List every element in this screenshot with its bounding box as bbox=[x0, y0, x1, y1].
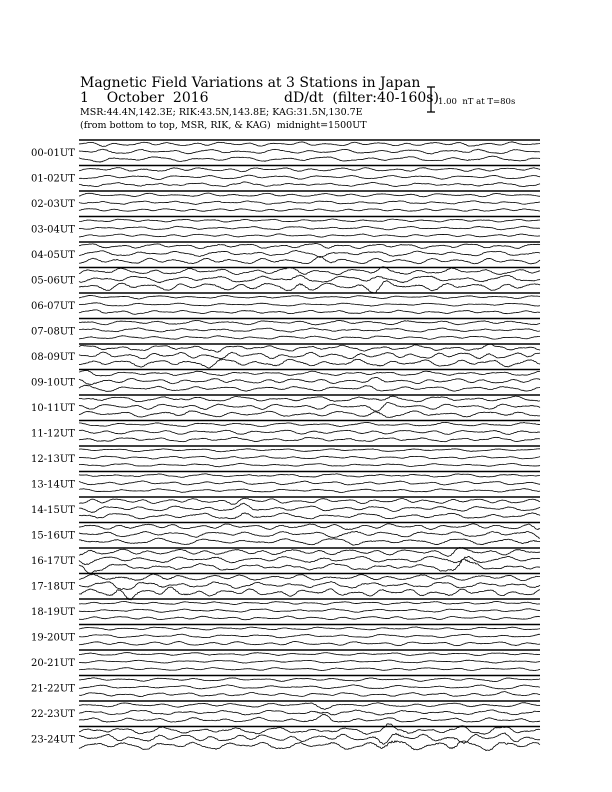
trace-MSR-22-23UT bbox=[79, 714, 540, 722]
row-label: 13-14UT bbox=[31, 479, 75, 491]
trace-RIK-13-14UT bbox=[79, 481, 540, 485]
trace-KAG-10-11UT bbox=[79, 396, 540, 402]
trace-RIK-05-06UT bbox=[79, 275, 540, 283]
trace-KAG-06-07UT bbox=[79, 295, 540, 299]
trace-KAG-23-24UT bbox=[79, 724, 540, 734]
trace-MSR-09-10UT bbox=[79, 385, 540, 391]
trace-MSR-04-05UT bbox=[79, 257, 540, 264]
trace-RIK-17-18UT bbox=[79, 582, 540, 590]
trace-RIK-15-16UT bbox=[79, 531, 540, 538]
row-18-19UT bbox=[31, 599, 540, 620]
trace-MSR-17-18UT bbox=[79, 587, 540, 600]
row-01-02UT bbox=[31, 166, 540, 187]
row-21-22UT bbox=[31, 676, 540, 697]
trace-KAG-04-05UT bbox=[79, 243, 540, 248]
row-10-11UT bbox=[31, 395, 540, 417]
row-16-17UT bbox=[31, 547, 540, 573]
scale-bar-label: 1.00 nT at T=80s bbox=[438, 97, 516, 107]
row-12-13UT bbox=[31, 446, 540, 467]
trace-MSR-14-15UT bbox=[79, 513, 540, 519]
row-label: 19-20UT bbox=[31, 632, 75, 644]
trace-MSR-00-01UT bbox=[79, 156, 540, 162]
row-label: 02-03UT bbox=[31, 199, 75, 210]
trace-KAG-18-19UT bbox=[79, 601, 540, 604]
trace-KAG-03-04UT bbox=[79, 219, 540, 222]
trace-KAG-14-15UT bbox=[79, 498, 540, 504]
row-label: 03-04UT bbox=[31, 224, 75, 236]
chart-title: Magnetic Field Variations at 3 Stations in Japan bbox=[80, 75, 421, 91]
trace-KAG-02-03UT bbox=[79, 193, 540, 197]
trace-RIK-04-05UT bbox=[79, 250, 540, 256]
row-07-08UT bbox=[31, 319, 540, 340]
trace-KAG-22-23UT bbox=[79, 703, 540, 710]
row-label: 01-02UT bbox=[31, 173, 75, 185]
trace-RIK-00-01UT bbox=[79, 149, 540, 154]
trace-KAG-09-10UT bbox=[79, 370, 540, 376]
row-label: 00-01UT bbox=[31, 148, 75, 159]
row-08-09UT bbox=[31, 344, 540, 368]
trace-RIK-01-02UT bbox=[79, 175, 540, 179]
row-label: 14-15UT bbox=[31, 505, 75, 516]
trace-RIK-02-03UT bbox=[79, 201, 540, 205]
trace-KAG-07-08UT bbox=[79, 320, 540, 325]
trace-MSR-18-19UT bbox=[79, 616, 540, 620]
trace-MSR-11-12UT bbox=[79, 437, 540, 441]
trace-MSR-16-17UT bbox=[79, 559, 540, 573]
trace-KAG-15-16UT bbox=[79, 524, 540, 530]
trace-MSR-10-11UT bbox=[79, 411, 540, 418]
trace-RIK-10-11UT bbox=[79, 402, 540, 411]
quantity-filter-label: dD/dt (filter:40-160s) bbox=[284, 90, 439, 106]
trace-RIK-11-12UT bbox=[79, 430, 540, 434]
trace-KAG-11-12UT bbox=[79, 422, 540, 426]
row-03-04UT bbox=[31, 217, 540, 238]
trace-RIK-12-13UT bbox=[79, 456, 540, 459]
trace-KAG-00-01UT bbox=[79, 142, 540, 147]
row-00-01UT bbox=[31, 140, 540, 162]
trace-KAG-12-13UT bbox=[79, 449, 540, 452]
trace-RIK-16-17UT bbox=[79, 556, 540, 564]
row-22-23UT bbox=[31, 701, 540, 722]
row-label: 23-24UT bbox=[31, 734, 75, 746]
trace-KAG-20-21UT bbox=[79, 653, 540, 656]
row-09-10UT bbox=[31, 370, 540, 392]
station-coordinates: MSR:44.4N,142.3E; RIK:43.5N,143.8E; KAG:31.5N,130.7E bbox=[80, 107, 363, 118]
trace-MSR-21-22UT bbox=[79, 692, 540, 697]
row-05-06UT bbox=[31, 267, 540, 293]
trace-RIK-08-09UT bbox=[79, 352, 540, 359]
trace-KAG-16-17UT bbox=[79, 547, 540, 556]
trace-MSR-02-03UT bbox=[79, 209, 540, 212]
hourly-rows bbox=[31, 140, 540, 751]
row-label: 18-19UT bbox=[31, 607, 75, 618]
row-label: 20-21UT bbox=[31, 658, 75, 669]
row-13-14UT bbox=[31, 472, 540, 493]
row-label: 05-06UT bbox=[31, 275, 75, 287]
trace-MSR-08-09UT bbox=[79, 359, 540, 368]
trace-KAG-17-18UT bbox=[79, 574, 540, 581]
trace-RIK-07-08UT bbox=[79, 328, 540, 332]
trace-MSR-07-08UT bbox=[79, 336, 540, 340]
row-06-07UT bbox=[31, 293, 540, 314]
row-04-05UT bbox=[31, 242, 540, 264]
trace-RIK-14-15UT bbox=[79, 503, 540, 512]
row-label: 11-12UT bbox=[31, 428, 75, 440]
row-11-12UT bbox=[31, 421, 540, 442]
trace-KAG-01-02UT bbox=[79, 168, 540, 172]
trace-RIK-21-22UT bbox=[79, 685, 540, 689]
row-label: 06-07UT bbox=[31, 301, 75, 312]
trace-MSR-23-24UT bbox=[79, 741, 540, 751]
trace-MSR-20-21UT bbox=[79, 668, 540, 671]
row-label: 17-18UT bbox=[31, 581, 75, 593]
row-19-20UT bbox=[31, 625, 540, 646]
trace-KAG-08-09UT bbox=[79, 344, 540, 352]
trace-RIK-03-04UT bbox=[79, 226, 540, 230]
row-label: 07-08UT bbox=[31, 326, 75, 338]
trace-RIK-20-21UT bbox=[79, 660, 540, 663]
row-20-21UT bbox=[31, 650, 540, 671]
trace-KAG-19-20UT bbox=[79, 627, 540, 630]
trace-RIK-22-23UT bbox=[79, 710, 540, 715]
row-label: 16-17UT bbox=[31, 556, 75, 567]
row-14-15UT bbox=[31, 497, 540, 519]
row-label: 22-23UT bbox=[31, 709, 75, 720]
trace-MSR-15-16UT bbox=[79, 538, 540, 545]
row-label: 08-09UT bbox=[31, 352, 75, 363]
trace-KAG-21-22UT bbox=[79, 678, 540, 682]
row-label: 15-16UT bbox=[31, 530, 75, 542]
row-17-18UT bbox=[31, 574, 540, 600]
trace-MSR-19-20UT bbox=[79, 641, 540, 645]
trace-RIK-06-07UT bbox=[79, 303, 540, 306]
row-02-03UT bbox=[31, 191, 540, 211]
trace-RIK-09-10UT bbox=[79, 377, 540, 384]
row-23-24UT bbox=[31, 724, 540, 751]
row-label: 21-22UT bbox=[31, 683, 75, 695]
trace-MSR-03-04UT bbox=[79, 234, 540, 237]
trace-MSR-13-14UT bbox=[79, 489, 540, 493]
trace-MSR-06-07UT bbox=[79, 310, 540, 314]
date-line: 1 October 2016 bbox=[80, 90, 209, 106]
station-order-note: (from bottom to top, MSR, RIK, & KAG) midnight=1500UT bbox=[80, 120, 367, 131]
trace-MSR-05-06UT bbox=[79, 281, 540, 293]
trace-KAG-13-14UT bbox=[79, 474, 540, 478]
trace-MSR-01-02UT bbox=[79, 182, 540, 187]
trace-RIK-23-24UT bbox=[79, 733, 540, 744]
trace-MSR-12-13UT bbox=[79, 463, 540, 467]
row-label: 09-10UT bbox=[31, 377, 75, 389]
row-label: 12-13UT bbox=[31, 454, 75, 465]
row-label: 04-05UT bbox=[31, 250, 75, 261]
scale-bar bbox=[427, 87, 515, 112]
row-15-16UT bbox=[31, 523, 540, 546]
trace-RIK-19-20UT bbox=[79, 634, 540, 638]
row-label: 10-11UT bbox=[31, 403, 75, 414]
trace-RIK-18-19UT bbox=[79, 609, 540, 613]
